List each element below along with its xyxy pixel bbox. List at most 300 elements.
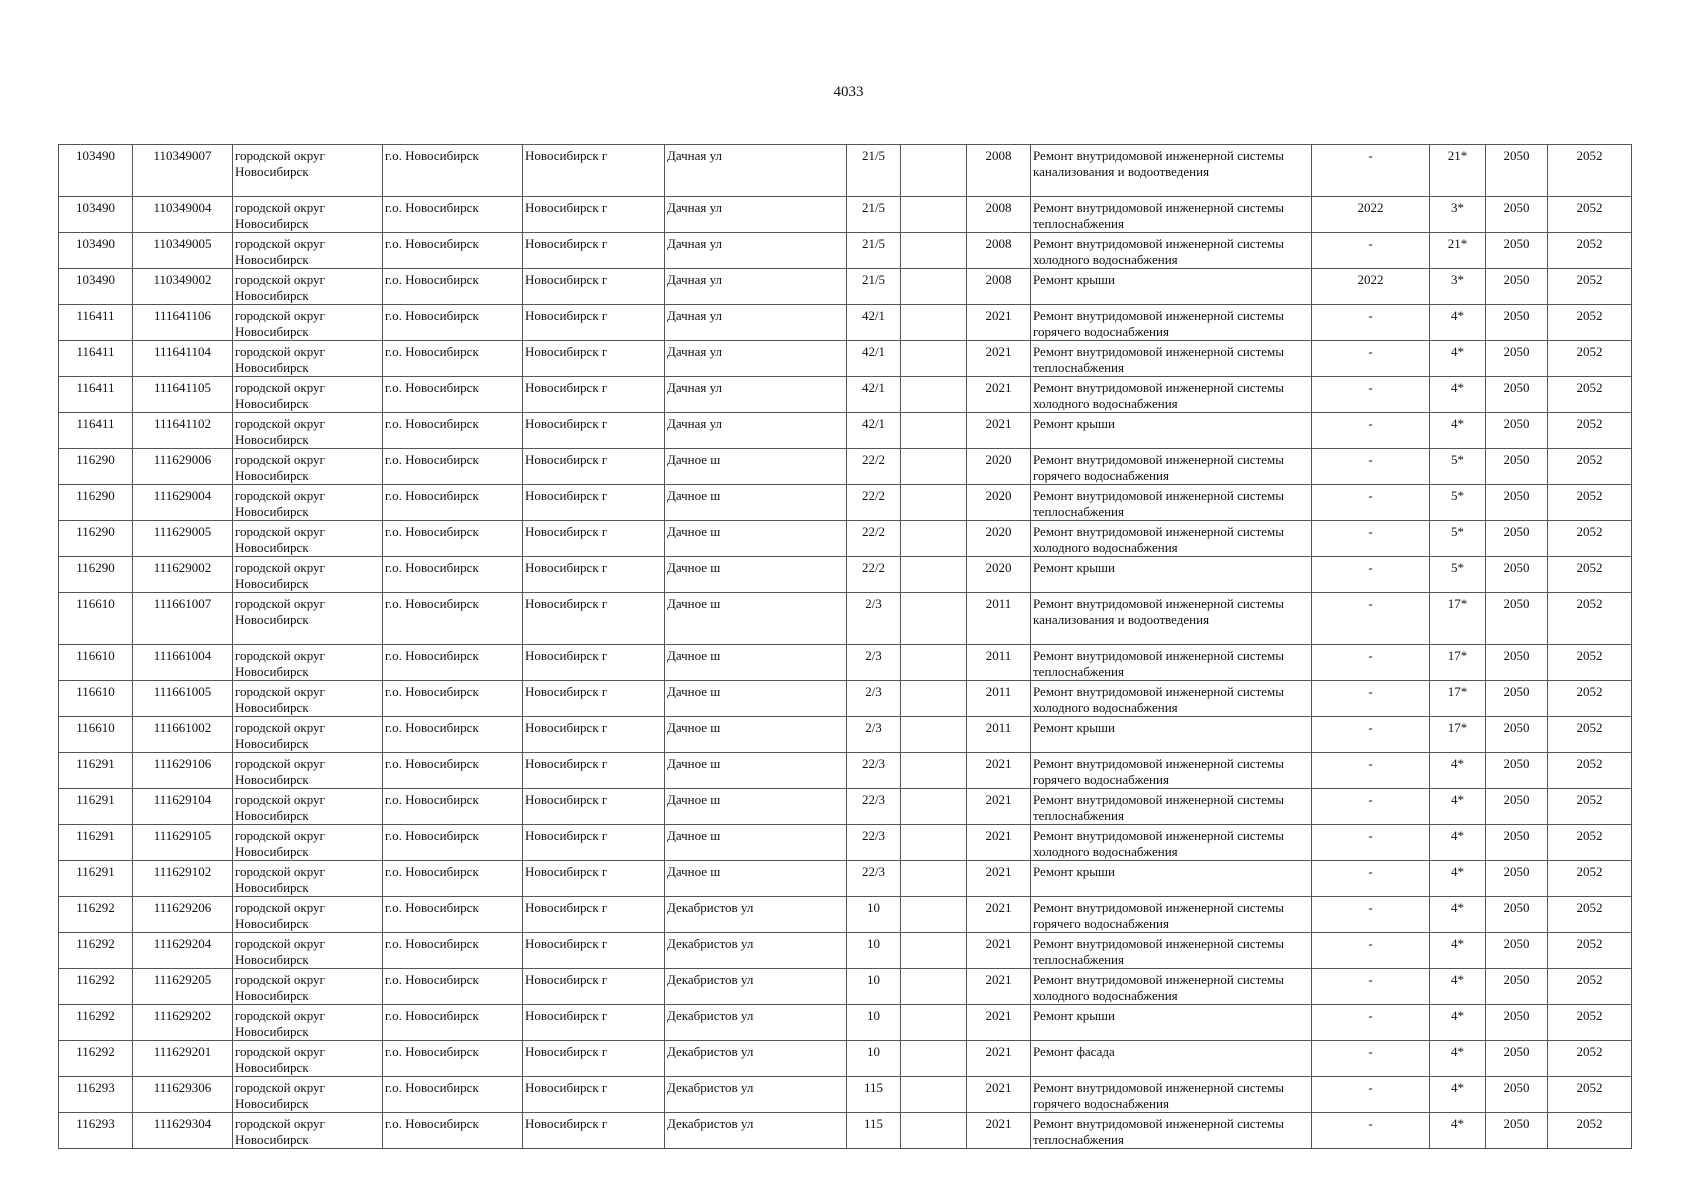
cell-district: г.о. Новосибирск [383, 593, 523, 645]
cell-period-start: 2050 [1486, 1005, 1548, 1041]
cell-building [901, 789, 967, 825]
cell-work-id: 111629005 [133, 521, 233, 557]
cell-work-type: Ремонт внутридомовой инженерной системы холодного водоснабжения [1031, 521, 1312, 557]
cell-period-end: 2052 [1548, 969, 1632, 1005]
cell-house-number: 22/3 [847, 861, 901, 897]
cell-district: г.о. Новосибирск [383, 897, 523, 933]
cell-priority: 5* [1430, 521, 1486, 557]
cell-district: г.о. Новосибирск [383, 1077, 523, 1113]
cell-street: Декабристов ул [665, 1041, 847, 1077]
cell-work-id: 111629201 [133, 1041, 233, 1077]
cell-locality: Новосибирск г [523, 789, 665, 825]
cell-house-id: 116292 [59, 897, 133, 933]
cell-house-number: 42/1 [847, 377, 901, 413]
cell-work-id: 111661002 [133, 717, 233, 753]
cell-municipality: городской округ Новосибирск [233, 449, 383, 485]
cell-district: г.о. Новосибирск [383, 681, 523, 717]
cell-period-end: 2052 [1548, 825, 1632, 861]
cell-house-id: 116290 [59, 485, 133, 521]
cell-municipality: городской округ Новосибирск [233, 933, 383, 969]
cell-locality: Новосибирск г [523, 305, 665, 341]
table-row [59, 1041, 1632, 1077]
cell-work-id: 111629106 [133, 753, 233, 789]
table-row [59, 897, 1632, 933]
cell-building [901, 1113, 967, 1149]
cell-work-id: 110349005 [133, 233, 233, 269]
cell-work-id: 110349004 [133, 197, 233, 233]
cell-year: 2008 [967, 197, 1031, 233]
cell-period-start: 2050 [1486, 933, 1548, 969]
cell-locality: Новосибирск г [523, 717, 665, 753]
cell-house-number: 42/1 [847, 341, 901, 377]
capital-repair-registry-table [58, 144, 1632, 1149]
cell-work-id: 111629104 [133, 789, 233, 825]
cell-period-start: 2050 [1486, 897, 1548, 933]
cell-period-end: 2052 [1548, 269, 1632, 305]
cell-priority: 17* [1430, 645, 1486, 681]
cell-municipality: городской округ Новосибирск [233, 485, 383, 521]
cell-building [901, 933, 967, 969]
cell-house-id: 116290 [59, 449, 133, 485]
cell-street: Дачная ул [665, 197, 847, 233]
table-row [59, 305, 1632, 341]
cell-priority: 17* [1430, 593, 1486, 645]
cell-plan-year: - [1312, 377, 1430, 413]
cell-locality: Новосибирск г [523, 1113, 665, 1149]
cell-year: 2008 [967, 233, 1031, 269]
cell-period-start: 2050 [1486, 413, 1548, 449]
cell-building [901, 485, 967, 521]
cell-plan-year: 2022 [1312, 197, 1430, 233]
cell-municipality: городской округ Новосибирск [233, 1113, 383, 1149]
cell-year: 2021 [967, 341, 1031, 377]
cell-municipality: городской округ Новосибирск [233, 789, 383, 825]
cell-locality: Новосибирск г [523, 753, 665, 789]
cell-year: 2021 [967, 789, 1031, 825]
cell-period-end: 2052 [1548, 521, 1632, 557]
cell-district: г.о. Новосибирск [383, 341, 523, 377]
table-row [59, 521, 1632, 557]
cell-year: 2021 [967, 1041, 1031, 1077]
cell-street: Дачное ш [665, 449, 847, 485]
cell-street: Дачная ул [665, 341, 847, 377]
cell-period-start: 2050 [1486, 681, 1548, 717]
cell-plan-year: - [1312, 789, 1430, 825]
cell-district: г.о. Новосибирск [383, 645, 523, 681]
cell-plan-year: - [1312, 1041, 1430, 1077]
cell-year: 2008 [967, 269, 1031, 305]
cell-period-start: 2050 [1486, 717, 1548, 753]
cell-house-number: 21/5 [847, 233, 901, 269]
table-row [59, 413, 1632, 449]
cell-street: Дачное ш [665, 717, 847, 753]
table-row [59, 1077, 1632, 1113]
cell-period-end: 2052 [1548, 145, 1632, 197]
cell-house-number: 2/3 [847, 593, 901, 645]
cell-street: Дачная ул [665, 233, 847, 269]
cell-house-number: 21/5 [847, 197, 901, 233]
cell-street: Дачная ул [665, 377, 847, 413]
cell-work-id: 111661007 [133, 593, 233, 645]
cell-locality: Новосибирск г [523, 969, 665, 1005]
cell-period-start: 2050 [1486, 145, 1548, 197]
cell-work-id: 111629004 [133, 485, 233, 521]
cell-house-number: 10 [847, 1041, 901, 1077]
cell-period-start: 2050 [1486, 593, 1548, 645]
cell-period-end: 2052 [1548, 1041, 1632, 1077]
cell-plan-year: - [1312, 145, 1430, 197]
cell-house-id: 116292 [59, 933, 133, 969]
cell-year: 2011 [967, 645, 1031, 681]
cell-period-end: 2052 [1548, 593, 1632, 645]
cell-municipality: городской округ Новосибирск [233, 557, 383, 593]
cell-locality: Новосибирск г [523, 377, 665, 413]
cell-building [901, 413, 967, 449]
table-row [59, 717, 1632, 753]
cell-work-id: 111641105 [133, 377, 233, 413]
cell-district: г.о. Новосибирск [383, 145, 523, 197]
cell-period-end: 2052 [1548, 197, 1632, 233]
cell-locality: Новосибирск г [523, 1077, 665, 1113]
cell-building [901, 269, 967, 305]
cell-work-type: Ремонт внутридомовой инженерной системы канализования и водоотведения [1031, 145, 1312, 197]
cell-work-type: Ремонт крыши [1031, 557, 1312, 593]
cell-house-number: 22/2 [847, 485, 901, 521]
cell-district: г.о. Новосибирск [383, 1041, 523, 1077]
cell-locality: Новосибирск г [523, 197, 665, 233]
cell-period-start: 2050 [1486, 645, 1548, 681]
cell-house-id: 116293 [59, 1077, 133, 1113]
cell-building [901, 305, 967, 341]
cell-year: 2008 [967, 145, 1031, 197]
cell-priority: 4* [1430, 1113, 1486, 1149]
cell-house-number: 115 [847, 1113, 901, 1149]
cell-street: Дачное ш [665, 645, 847, 681]
cell-year: 2020 [967, 485, 1031, 521]
cell-municipality: городской округ Новосибирск [233, 1041, 383, 1077]
cell-period-end: 2052 [1548, 341, 1632, 377]
cell-priority: 3* [1430, 197, 1486, 233]
cell-house-id: 116610 [59, 681, 133, 717]
table-row [59, 269, 1632, 305]
cell-work-id: 111629006 [133, 449, 233, 485]
cell-work-id: 110349002 [133, 269, 233, 305]
cell-period-start: 2050 [1486, 861, 1548, 897]
cell-work-type: Ремонт внутридомовой инженерной системы холодного водоснабжения [1031, 681, 1312, 717]
cell-house-number: 10 [847, 969, 901, 1005]
cell-locality: Новосибирск г [523, 897, 665, 933]
cell-house-number: 115 [847, 1077, 901, 1113]
cell-year: 2021 [967, 377, 1031, 413]
cell-locality: Новосибирск г [523, 681, 665, 717]
cell-house-id: 116610 [59, 717, 133, 753]
cell-house-number: 42/1 [847, 413, 901, 449]
cell-locality: Новосибирск г [523, 145, 665, 197]
cell-period-end: 2052 [1548, 933, 1632, 969]
cell-work-type: Ремонт крыши [1031, 269, 1312, 305]
cell-period-end: 2052 [1548, 233, 1632, 269]
cell-building [901, 897, 967, 933]
cell-period-start: 2050 [1486, 789, 1548, 825]
cell-building [901, 753, 967, 789]
cell-plan-year: - [1312, 305, 1430, 341]
cell-work-id: 110349007 [133, 145, 233, 197]
cell-locality: Новосибирск г [523, 449, 665, 485]
table-row [59, 969, 1632, 1005]
cell-locality: Новосибирск г [523, 413, 665, 449]
cell-priority: 17* [1430, 681, 1486, 717]
cell-plan-year: - [1312, 341, 1430, 377]
cell-street: Декабристов ул [665, 933, 847, 969]
cell-period-end: 2052 [1548, 681, 1632, 717]
cell-building [901, 449, 967, 485]
cell-house-id: 116610 [59, 645, 133, 681]
cell-building [901, 233, 967, 269]
cell-district: г.о. Новосибирск [383, 521, 523, 557]
cell-district: г.о. Новосибирск [383, 825, 523, 861]
cell-period-end: 2052 [1548, 449, 1632, 485]
table-row [59, 933, 1632, 969]
cell-plan-year: - [1312, 449, 1430, 485]
cell-house-number: 22/3 [847, 753, 901, 789]
cell-work-type: Ремонт внутридомовой инженерной системы горячего водоснабжения [1031, 449, 1312, 485]
cell-building [901, 861, 967, 897]
cell-locality: Новосибирск г [523, 825, 665, 861]
cell-district: г.о. Новосибирск [383, 197, 523, 233]
cell-year: 2021 [967, 753, 1031, 789]
cell-district: г.о. Новосибирск [383, 377, 523, 413]
cell-house-number: 22/2 [847, 557, 901, 593]
cell-municipality: городской округ Новосибирск [233, 645, 383, 681]
cell-house-number: 10 [847, 1005, 901, 1041]
cell-work-type: Ремонт внутридомовой инженерной системы горячего водоснабжения [1031, 897, 1312, 933]
cell-house-number: 42/1 [847, 305, 901, 341]
cell-house-number: 22/2 [847, 449, 901, 485]
cell-period-end: 2052 [1548, 557, 1632, 593]
cell-priority: 4* [1430, 1041, 1486, 1077]
cell-work-type: Ремонт внутридомовой инженерной системы холодного водоснабжения [1031, 825, 1312, 861]
cell-work-id: 111629205 [133, 969, 233, 1005]
cell-building [901, 825, 967, 861]
table-row [59, 341, 1632, 377]
cell-work-id: 111661004 [133, 645, 233, 681]
cell-work-type: Ремонт внутридомовой инженерной системы канализования и водоотведения [1031, 593, 1312, 645]
cell-house-number: 21/5 [847, 145, 901, 197]
cell-year: 2021 [967, 1005, 1031, 1041]
cell-locality: Новосибирск г [523, 557, 665, 593]
cell-priority: 4* [1430, 933, 1486, 969]
cell-priority: 4* [1430, 753, 1486, 789]
cell-street: Дачная ул [665, 413, 847, 449]
cell-building [901, 645, 967, 681]
cell-locality: Новосибирск г [523, 485, 665, 521]
cell-work-id: 111641102 [133, 413, 233, 449]
cell-work-id: 111629202 [133, 1005, 233, 1041]
cell-plan-year: - [1312, 485, 1430, 521]
cell-municipality: городской округ Новосибирск [233, 1077, 383, 1113]
cell-period-start: 2050 [1486, 341, 1548, 377]
cell-priority: 4* [1430, 825, 1486, 861]
cell-municipality: городской округ Новосибирск [233, 717, 383, 753]
cell-period-end: 2052 [1548, 861, 1632, 897]
cell-year: 2011 [967, 593, 1031, 645]
cell-year: 2021 [967, 969, 1031, 1005]
table-row [59, 593, 1632, 645]
cell-house-id: 116293 [59, 1113, 133, 1149]
cell-period-end: 2052 [1548, 753, 1632, 789]
cell-district: г.о. Новосибирск [383, 233, 523, 269]
cell-period-end: 2052 [1548, 717, 1632, 753]
cell-municipality: городской округ Новосибирск [233, 825, 383, 861]
cell-municipality: городской округ Новосибирск [233, 521, 383, 557]
cell-plan-year: - [1312, 861, 1430, 897]
cell-house-number: 2/3 [847, 717, 901, 753]
cell-work-id: 111629304 [133, 1113, 233, 1149]
cell-plan-year: - [1312, 969, 1430, 1005]
cell-work-id: 111629306 [133, 1077, 233, 1113]
cell-locality: Новосибирск г [523, 645, 665, 681]
cell-street: Дачное ш [665, 681, 847, 717]
cell-house-number: 22/2 [847, 521, 901, 557]
cell-period-start: 2050 [1486, 269, 1548, 305]
cell-municipality: городской округ Новосибирск [233, 377, 383, 413]
cell-locality: Новосибирск г [523, 233, 665, 269]
cell-plan-year: - [1312, 413, 1430, 449]
cell-locality: Новосибирск г [523, 933, 665, 969]
cell-locality: Новосибирск г [523, 521, 665, 557]
cell-district: г.о. Новосибирск [383, 557, 523, 593]
cell-district: г.о. Новосибирск [383, 305, 523, 341]
cell-period-end: 2052 [1548, 645, 1632, 681]
cell-year: 2011 [967, 681, 1031, 717]
cell-period-start: 2050 [1486, 1113, 1548, 1149]
cell-plan-year: - [1312, 593, 1430, 645]
cell-house-id: 103490 [59, 233, 133, 269]
cell-period-end: 2052 [1548, 1113, 1632, 1149]
cell-building [901, 145, 967, 197]
table-row [59, 861, 1632, 897]
table-row [59, 645, 1632, 681]
cell-work-type: Ремонт внутридомовой инженерной системы горячего водоснабжения [1031, 1077, 1312, 1113]
cell-priority: 21* [1430, 233, 1486, 269]
table-row [59, 557, 1632, 593]
cell-period-start: 2050 [1486, 1077, 1548, 1113]
cell-building [901, 717, 967, 753]
cell-work-id: 111629102 [133, 861, 233, 897]
cell-period-end: 2052 [1548, 485, 1632, 521]
page-number: 4033 [833, 84, 864, 100]
cell-municipality: городской округ Новосибирск [233, 305, 383, 341]
cell-work-id: 111661005 [133, 681, 233, 717]
cell-street: Дачное ш [665, 861, 847, 897]
cell-priority: 4* [1430, 413, 1486, 449]
cell-plan-year: - [1312, 233, 1430, 269]
cell-work-type: Ремонт внутридомовой инженерной системы горячего водоснабжения [1031, 305, 1312, 341]
cell-period-start: 2050 [1486, 197, 1548, 233]
cell-street: Декабристов ул [665, 969, 847, 1005]
table-row [59, 449, 1632, 485]
cell-house-id: 116610 [59, 593, 133, 645]
cell-work-type: Ремонт фасада [1031, 1041, 1312, 1077]
table-row [59, 1005, 1632, 1041]
cell-house-id: 116411 [59, 413, 133, 449]
cell-work-id: 111641104 [133, 341, 233, 377]
cell-year: 2020 [967, 449, 1031, 485]
cell-house-number: 2/3 [847, 681, 901, 717]
cell-period-start: 2050 [1486, 485, 1548, 521]
cell-house-id: 116411 [59, 377, 133, 413]
cell-plan-year: - [1312, 521, 1430, 557]
cell-work-type: Ремонт внутридомовой инженерной системы холодного водоснабжения [1031, 233, 1312, 269]
cell-plan-year: - [1312, 1005, 1430, 1041]
cell-period-start: 2050 [1486, 305, 1548, 341]
cell-street: Дачное ш [665, 825, 847, 861]
cell-street: Дачное ш [665, 593, 847, 645]
cell-house-id: 116291 [59, 825, 133, 861]
cell-year: 2020 [967, 521, 1031, 557]
cell-priority: 5* [1430, 557, 1486, 593]
cell-priority: 4* [1430, 1077, 1486, 1113]
cell-plan-year: - [1312, 717, 1430, 753]
cell-street: Дачное ш [665, 485, 847, 521]
cell-house-number: 10 [847, 897, 901, 933]
table-row [59, 789, 1632, 825]
cell-house-id: 116292 [59, 1005, 133, 1041]
cell-work-type: Ремонт крыши [1031, 717, 1312, 753]
cell-municipality: городской округ Новосибирск [233, 593, 383, 645]
cell-work-id: 111629002 [133, 557, 233, 593]
cell-priority: 4* [1430, 897, 1486, 933]
cell-period-start: 2050 [1486, 969, 1548, 1005]
cell-house-id: 116411 [59, 341, 133, 377]
cell-district: г.о. Новосибирск [383, 413, 523, 449]
cell-house-number: 10 [847, 933, 901, 969]
cell-work-id: 111629206 [133, 897, 233, 933]
cell-work-type: Ремонт крыши [1031, 413, 1312, 449]
cell-period-start: 2050 [1486, 521, 1548, 557]
cell-house-number: 22/3 [847, 825, 901, 861]
cell-street: Декабристов ул [665, 1077, 847, 1113]
cell-priority: 4* [1430, 377, 1486, 413]
cell-municipality: городской округ Новосибирск [233, 233, 383, 269]
table-row [59, 825, 1632, 861]
cell-year: 2021 [967, 305, 1031, 341]
cell-building [901, 341, 967, 377]
cell-locality: Новосибирск г [523, 861, 665, 897]
cell-period-start: 2050 [1486, 233, 1548, 269]
cell-plan-year: - [1312, 681, 1430, 717]
cell-work-type: Ремонт внутридомовой инженерной системы теплоснабжения [1031, 197, 1312, 233]
cell-year: 2021 [967, 897, 1031, 933]
cell-period-end: 2052 [1548, 413, 1632, 449]
table-row [59, 377, 1632, 413]
cell-work-id: 111641106 [133, 305, 233, 341]
cell-municipality: городской округ Новосибирск [233, 897, 383, 933]
cell-building [901, 1077, 967, 1113]
cell-house-id: 116290 [59, 521, 133, 557]
cell-district: г.о. Новосибирск [383, 717, 523, 753]
cell-building [901, 681, 967, 717]
cell-building [901, 593, 967, 645]
cell-plan-year: 2022 [1312, 269, 1430, 305]
table-row [59, 753, 1632, 789]
cell-plan-year: - [1312, 645, 1430, 681]
cell-house-number: 21/5 [847, 269, 901, 305]
cell-street: Декабристов ул [665, 1113, 847, 1149]
cell-municipality: городской округ Новосибирск [233, 197, 383, 233]
cell-work-type: Ремонт крыши [1031, 1005, 1312, 1041]
cell-period-start: 2050 [1486, 753, 1548, 789]
